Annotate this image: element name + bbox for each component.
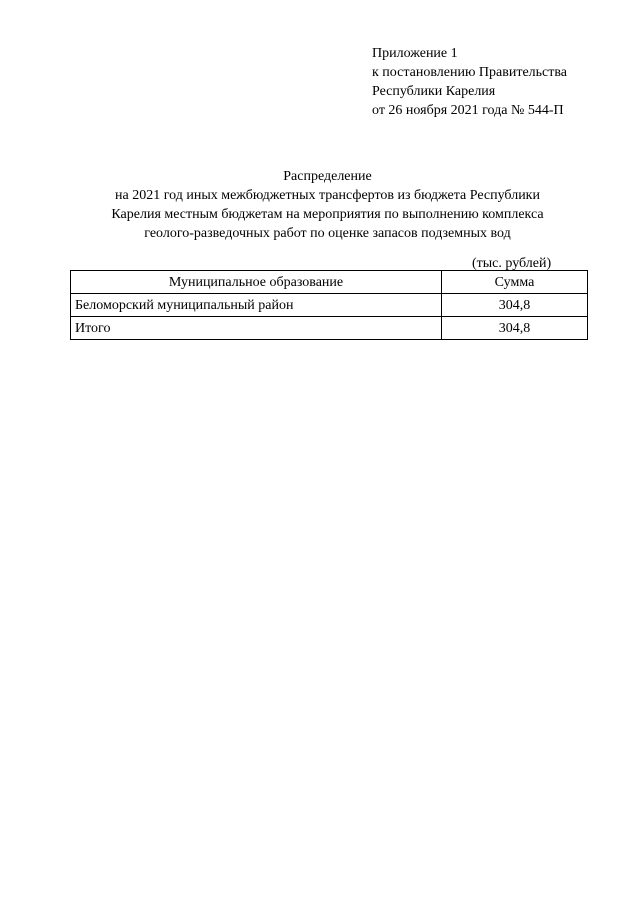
appendix-header: [372, 44, 622, 120]
distribution-table: [70, 270, 588, 340]
table-header-row: [71, 271, 588, 294]
title-line: Карелия местным бюджетам на мероприятия по выполнению комплекса: [111, 207, 544, 222]
appendix-line: Республики Карелия: [372, 84, 496, 99]
appendix-line: от 26 ноября 2021 года № 544-П: [372, 103, 564, 118]
cell-total-sum: 304,8: [442, 317, 588, 340]
table-row-total: [71, 317, 588, 340]
title-line: Распределение: [283, 169, 372, 184]
appendix-line: Приложение 1: [372, 46, 458, 61]
column-header-municipality: Муниципальное образование: [71, 271, 442, 294]
cell-municipality: Беломорский муниципальный район: [71, 294, 442, 317]
cell-total-label: Итого: [71, 317, 442, 340]
units-label: (тыс. рублей): [472, 256, 552, 271]
title-line: на 2021 год иных межбюджетных трансфертов из бюджета Республики: [115, 188, 540, 203]
table-row: [71, 294, 588, 317]
column-header-sum: Сумма: [442, 271, 588, 294]
title-line: геолого-разведочных работ по оценке запасов подземных вод: [144, 226, 511, 241]
document-title: [60, 167, 595, 243]
appendix-line: к постановлению Правительства: [372, 65, 568, 80]
cell-sum: 304,8: [442, 294, 588, 317]
